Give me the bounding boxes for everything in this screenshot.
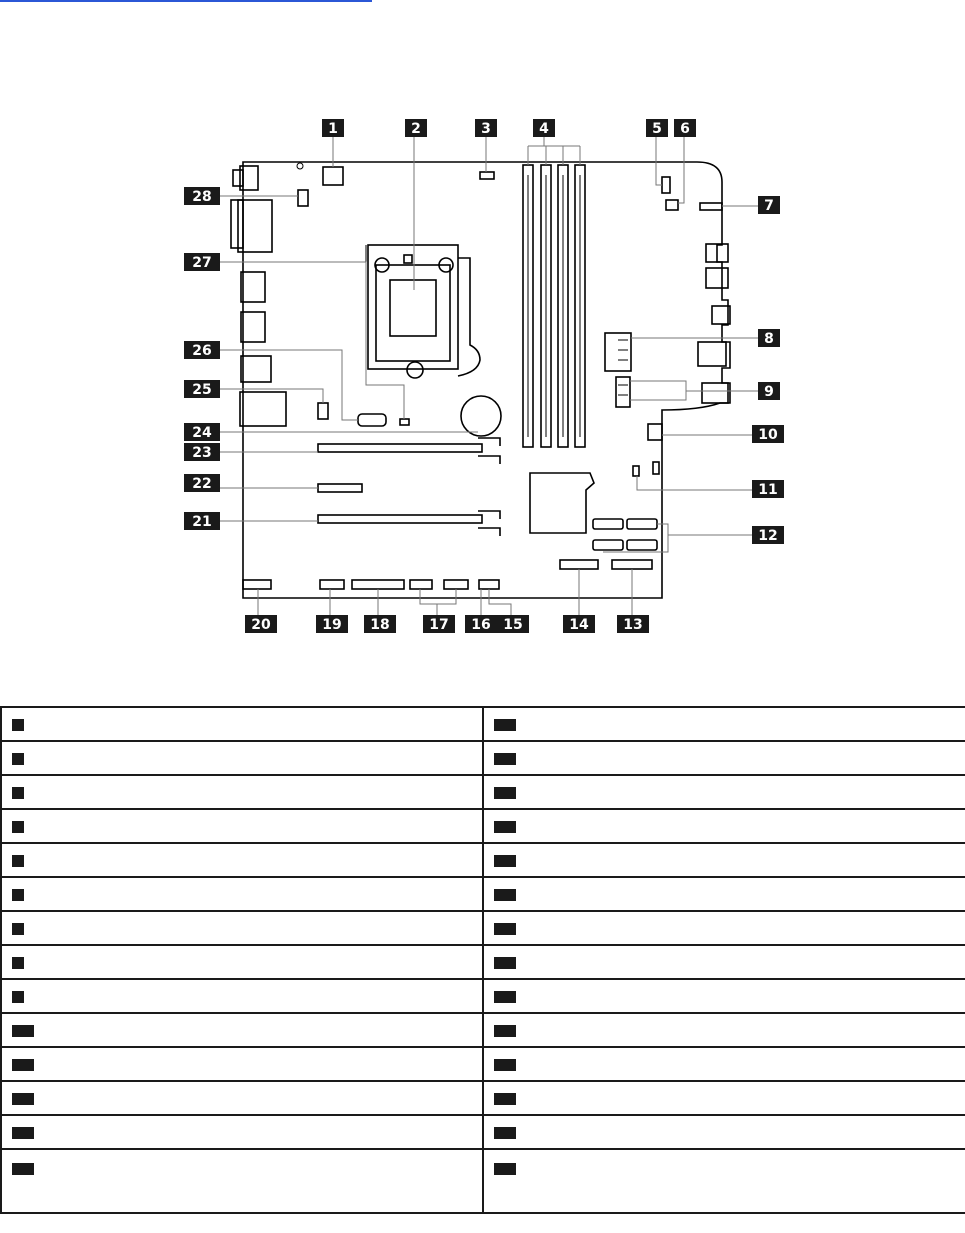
pcie-slots: [318, 438, 500, 536]
legend-row: [1, 1047, 965, 1081]
cpu-socket: [366, 245, 480, 378]
legend-number-tag: [12, 991, 24, 1003]
legend-cell: [483, 945, 965, 979]
callout-2: 2: [411, 121, 421, 137]
legend-cell: [1, 877, 483, 911]
callout-7: 7: [764, 198, 774, 214]
legend-cell: [1, 775, 483, 809]
legend-number-tag: [494, 1059, 516, 1071]
legend-cell: [483, 911, 965, 945]
legend-row: [1, 843, 965, 877]
legend-number-tag: [494, 957, 516, 969]
legend-number-tag: [12, 1127, 34, 1139]
legend-number-tag: [494, 855, 516, 867]
legend-cell: [1, 1149, 483, 1213]
legend-cell: [483, 741, 965, 775]
callout-23: 23: [192, 445, 212, 461]
legend-cell: [1, 1013, 483, 1047]
legend-number-tag: [494, 753, 516, 765]
legend-cell: [1, 843, 483, 877]
callout-24: 24: [192, 425, 212, 441]
legend-row: [1, 1149, 965, 1213]
rear-io-left: [231, 166, 286, 426]
legend-cell: [1, 741, 483, 775]
legend-row: [1, 1081, 965, 1115]
callout-lines: [220, 136, 760, 617]
legend-number-tag: [12, 1025, 34, 1037]
legend-cell: [1, 1047, 483, 1081]
legend-number-tag: [494, 1163, 516, 1175]
board-components: [297, 163, 722, 533]
callout-19: 19: [322, 617, 342, 633]
legend-number-tag: [12, 787, 24, 799]
callout-10: 10: [758, 427, 778, 443]
sata-connectors: [560, 519, 657, 569]
board-outline: [243, 162, 730, 598]
legend-cell: [1, 911, 483, 945]
callout-28: 28: [192, 189, 212, 205]
legend-row: [1, 877, 965, 911]
legend-row: [1, 707, 965, 741]
legend-cell: [483, 1115, 965, 1149]
legend-number-tag: [12, 923, 24, 935]
legend-cell: [483, 843, 965, 877]
legend-number-tag: [12, 719, 24, 731]
legend-cell: [1, 1081, 483, 1115]
legend-cell: [1, 707, 483, 741]
callout-3: 3: [481, 121, 491, 137]
callout-6: 6: [680, 121, 690, 137]
legend-number-tag: [494, 821, 516, 833]
callout-18: 18: [370, 617, 390, 633]
legend-number-tag: [12, 1093, 34, 1105]
legend-row: [1, 945, 965, 979]
legend-row: [1, 979, 965, 1013]
callout-20: 20: [251, 617, 271, 633]
callout-13: 13: [623, 617, 643, 633]
callout-5: 5: [652, 121, 662, 137]
legend-cell: [1, 945, 483, 979]
legend-number-tag: [494, 991, 516, 1003]
callout-11: 11: [758, 482, 778, 498]
dimm-slots: [523, 165, 585, 447]
callout-4: 4: [539, 121, 549, 137]
legend-cell: [483, 809, 965, 843]
callout-15: 15: [503, 617, 523, 633]
legend-number-tag: [494, 1093, 516, 1105]
callout-9: 9: [764, 384, 774, 400]
legend-number-tag: [494, 719, 516, 731]
legend-number-tag: [12, 855, 24, 867]
callout-14: 14: [569, 617, 589, 633]
legend-number-tag: [494, 1025, 516, 1037]
callout-16: 16: [471, 617, 491, 633]
legend-number-tag: [12, 821, 24, 833]
legend-number-tag: [12, 957, 24, 969]
legend-number-tag: [494, 923, 516, 935]
legend-cell: [1, 809, 483, 843]
legend-cell: [1, 1115, 483, 1149]
callout-22: 22: [192, 476, 212, 492]
legend-table: [0, 706, 965, 1214]
callout-8: 8: [764, 331, 774, 347]
callout-1: 1: [328, 121, 338, 137]
legend-cell: [483, 1081, 965, 1115]
legend-cell: [483, 707, 965, 741]
callout-21: 21: [192, 514, 212, 530]
legend-row: [1, 809, 965, 843]
legend-row: [1, 1013, 965, 1047]
callout-12: 12: [758, 528, 778, 544]
legend-number-tag: [494, 787, 516, 799]
legend-cell: [483, 775, 965, 809]
legend-cell: [483, 1013, 965, 1047]
bottom-headers: [243, 580, 499, 589]
legend-row: [1, 741, 965, 775]
callout-26: 26: [192, 343, 212, 359]
legend-cell: [483, 1149, 965, 1213]
power-connectors: [605, 333, 631, 407]
legend-cell: [483, 877, 965, 911]
rear-io-right: [698, 244, 730, 403]
callout-25: 25: [192, 382, 212, 398]
legend-cell: [1, 979, 483, 1013]
legend-row: [1, 911, 965, 945]
legend-number-tag: [494, 889, 516, 901]
legend-row: [1, 775, 965, 809]
legend-number-tag: [12, 1059, 34, 1071]
legend-cell: [483, 1047, 965, 1081]
legend-number-tag: [12, 1163, 34, 1175]
legend-row: [1, 1115, 965, 1149]
legend-number-tag: [12, 753, 24, 765]
callout-17: 17: [429, 617, 449, 633]
legend-cell: [483, 979, 965, 1013]
legend-number-tag: [12, 889, 24, 901]
callout-27: 27: [192, 255, 212, 271]
legend-number-tag: [494, 1127, 516, 1139]
